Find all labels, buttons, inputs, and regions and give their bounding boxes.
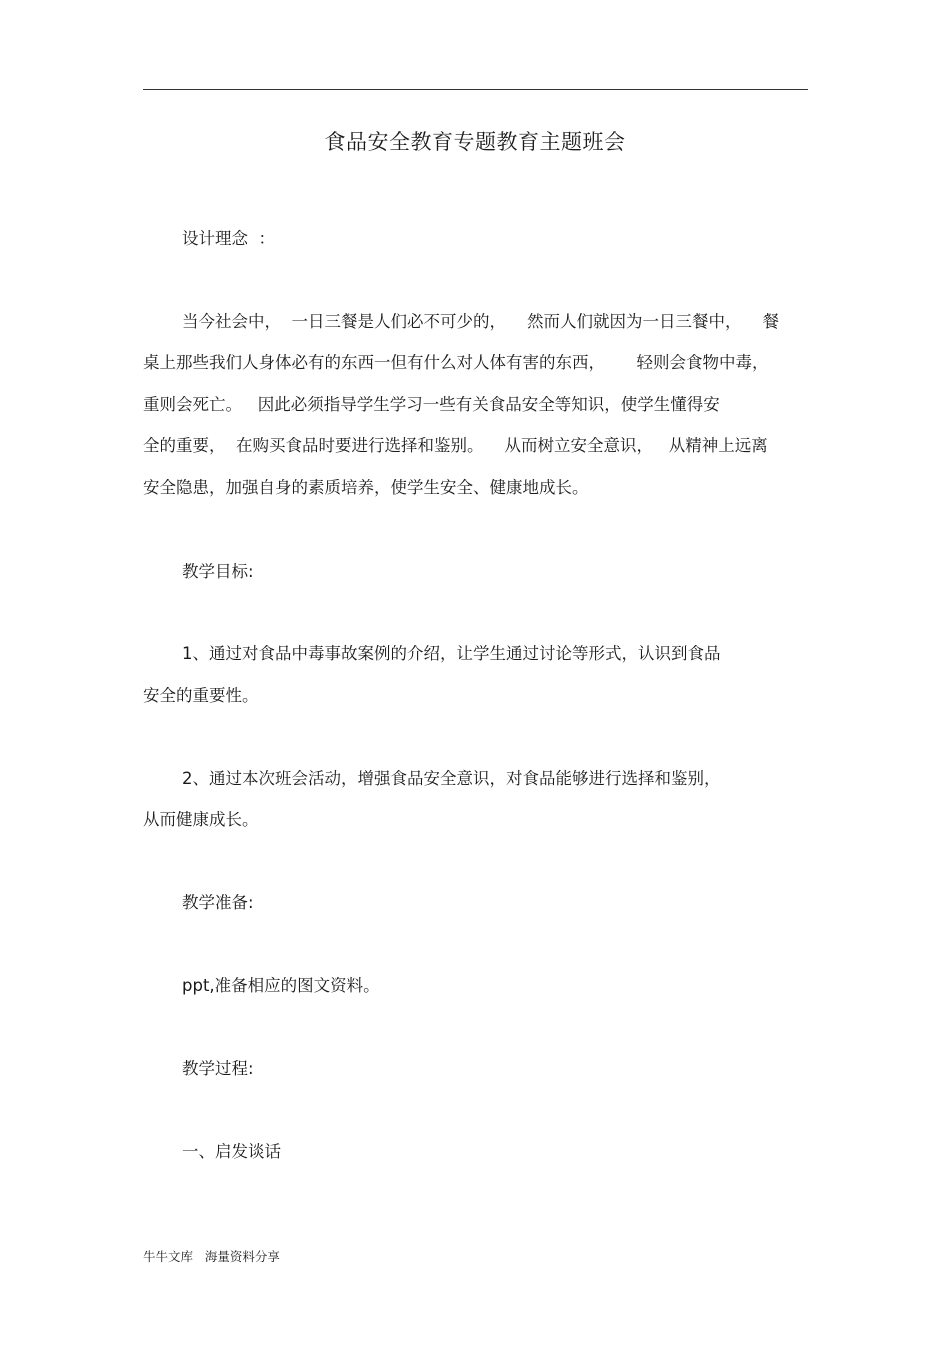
design-concept-line-2: 桌上那些我们人身体必有的东西一但有什么对人体有害的东西， 轻则会食物中毒， (143, 353, 769, 372)
page-title: 食品安全教育专题教育主题班会 (324, 130, 626, 154)
design-concept-line-4: 全的重要， 在购买食品时要进行选择和鉴别。 从而树立安全意识， 从精神上远离 (143, 436, 768, 455)
process-label: 教学过程: (182, 1059, 254, 1078)
design-concept-line-1: 当今社会中， 一日三餐是人们必不可少的， 然而人们就因为一日三餐中， 餐 (182, 312, 779, 331)
design-concept-line-5: 安全隐患，加强自身的素质培养，使学生安全、健康地成长。 (143, 478, 589, 497)
footer-text: 牛牛文库 海量资料分享 (143, 1249, 280, 1264)
goal-1-line-1: 1、通过对食品中毒事故案例的介绍，让学生通过讨论等形式，认识到食品 (182, 644, 721, 663)
goals-label: 教学目标: (182, 562, 254, 581)
design-concept-line-3: 重则会死亡。 因此必须指导学生学习一些有关食品安全等知识，使学生懂得安 (143, 395, 720, 414)
goal-1-line-2: 安全的重要性。 (143, 686, 259, 705)
goal-2-line-1: 2、通过本次班会活动，增强食品安全意识，对食品能够进行选择和鉴别， (182, 769, 721, 788)
prep-label: 教学准备: (182, 893, 254, 912)
step-1-heading: 一、启发谈话 (182, 1142, 281, 1161)
goal-2-line-2: 从而健康成长。 (143, 810, 259, 829)
header-rule (143, 89, 808, 90)
prep-text: ppt,准备相应的图文资料。 (182, 976, 380, 995)
design-concept-label: 设计理念 ： (182, 229, 275, 248)
